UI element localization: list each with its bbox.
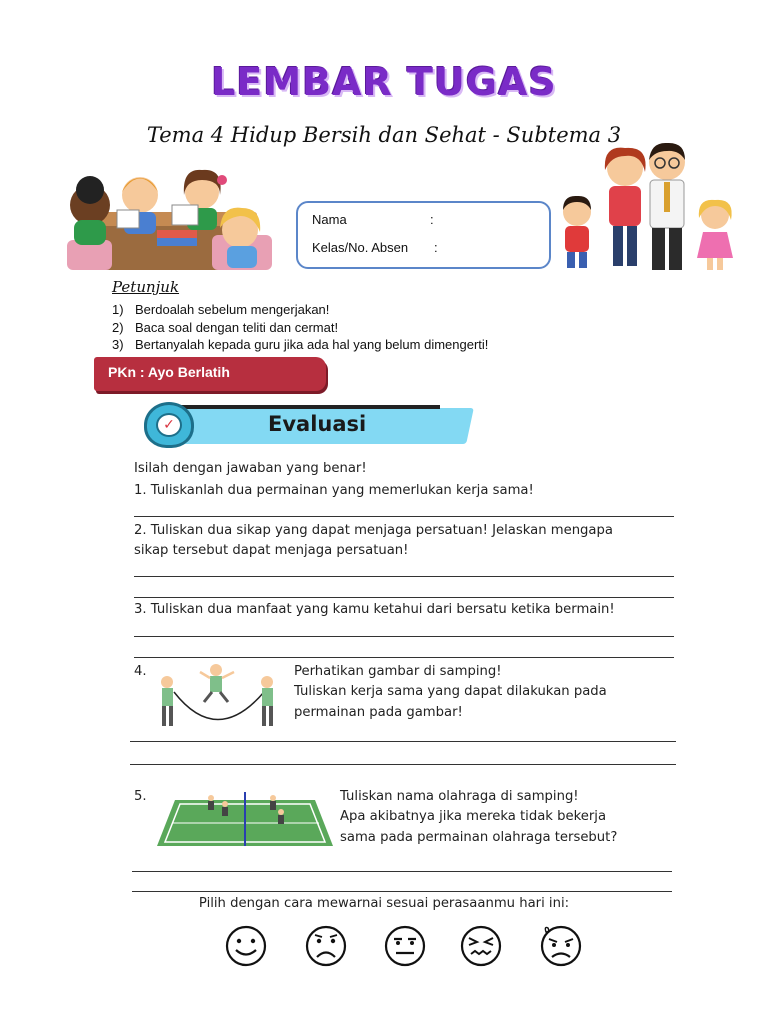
badminton-court-illustration (155, 790, 335, 846)
name-label: Nama (312, 212, 347, 227)
evaluation-badge (144, 402, 194, 448)
instructions-list (112, 302, 488, 355)
happy-face-icon[interactable] (221, 924, 271, 968)
name-colon: : (430, 212, 434, 227)
instruction-text: Baca soal dengan teliti dan cermat! (135, 319, 339, 335)
answer-line[interactable] (134, 516, 674, 517)
worried-face-icon[interactable] (536, 924, 586, 968)
answer-line[interactable] (134, 576, 674, 577)
questions-intro: Isilah dengan jawaban yang benar! (134, 461, 367, 476)
question-4-line-3: permainan pada gambar! (294, 705, 463, 720)
family-illustration (555, 140, 745, 275)
page-title: LEMBAR TUGAS (211, 60, 557, 104)
neutral-face-icon[interactable] (380, 924, 430, 968)
class-number-colon: : (434, 240, 438, 255)
instruction-number: 1) (112, 302, 124, 317)
question-2-line-2: sikap tersebut dapat menjaga persatuan! (134, 543, 409, 558)
name-row[interactable] (312, 212, 434, 227)
answer-line[interactable] (130, 741, 676, 742)
question-1: 1. Tuliskanlah dua permainan yang memerlukan kerja sama! (134, 483, 534, 498)
question-5-line-2: Apa akibatnya jika mereka tidak bekerja (340, 809, 607, 824)
frustrated-face-icon[interactable] (456, 924, 506, 968)
evaluation-title: Evaluasi (268, 412, 367, 436)
instruction-number: 2) (112, 319, 124, 335)
class-number-row[interactable] (312, 240, 438, 255)
answer-line[interactable] (134, 657, 674, 658)
question-5-number: 5. (134, 789, 147, 804)
page-subtitle: Tema 4 Hidup Bersih dan Sehat - Subtema 3 (146, 123, 622, 147)
instructions-title: Petunjuk (112, 278, 180, 296)
evaluation-banner (140, 400, 475, 450)
jump-rope-illustration (152, 662, 282, 734)
evaluation-bar-top (180, 405, 440, 409)
question-3: 3. Tuliskan dua manfaat yang kamu ketahui dari bersatu ketika bermain! (134, 602, 615, 617)
student-identity-box (296, 201, 551, 269)
answer-line[interactable] (132, 871, 672, 872)
checkmark-icon: ✓ (156, 413, 182, 437)
children-studying-illustration (62, 150, 287, 275)
instruction-text: Berdoalah sebelum mengerjakan! (135, 302, 330, 317)
question-2-line-1: 2. Tuliskan dua sikap yang dapat menjaga persatuan! Jelaskan mengapa (134, 523, 613, 538)
class-number-label: Kelas/No. Absen (312, 240, 409, 255)
answer-line[interactable] (134, 636, 674, 637)
sad-face-icon[interactable] (301, 924, 351, 968)
question-4-line-2: Tuliskan kerja sama yang dapat dilakukan pada (294, 684, 607, 699)
question-4-number: 4. (134, 664, 147, 679)
question-4-line-1: Perhatikan gambar di samping! (294, 664, 502, 679)
instruction-item (112, 320, 488, 338)
instruction-number: 3) (112, 337, 124, 352)
instruction-item (112, 302, 488, 320)
answer-line[interactable] (132, 891, 672, 892)
subject-banner: PKn : Ayo Berlatih (94, 357, 326, 391)
question-5-line-1: Tuliskan nama olahraga di samping! (340, 789, 579, 804)
question-5-line-3: sama pada permainan olahraga tersebut? (340, 830, 618, 845)
answer-line[interactable] (130, 764, 676, 765)
instruction-text: Bertanyalah kepada guru jika ada hal yang belum dimengerti! (135, 337, 489, 352)
instruction-item (112, 337, 488, 355)
feelings-prompt: Pilih dengan cara mewarnai sesuai perasaanmu hari ini: (198, 896, 570, 911)
